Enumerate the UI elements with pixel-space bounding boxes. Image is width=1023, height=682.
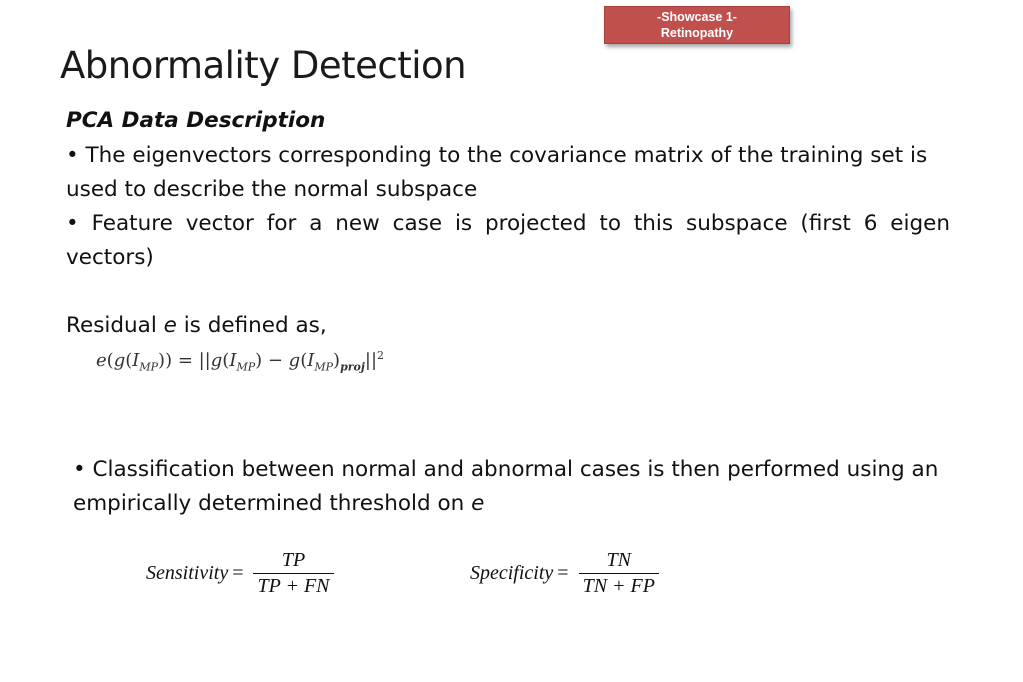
sensitivity-denominator: TP + FN (253, 573, 333, 598)
badge-line-2: Retinopathy (660, 26, 734, 40)
slide-title: Abnormality Detection (60, 44, 467, 87)
section-subtitle: PCA Data Description (66, 108, 326, 133)
specificity-denominator: TN + FP (579, 573, 659, 598)
bullet-classification (73, 453, 973, 521)
specificity-equals: = (557, 562, 569, 584)
specificity-label: Specificity (470, 562, 554, 584)
residual-prefix: Residual (66, 313, 164, 338)
residual-formula: $e(g(I_{MP})) = ||g(I_{MP}) - g(I_{MP})_{proj}||^2$ (96, 349, 385, 374)
showcase-badge (604, 6, 790, 44)
specificity-formula (470, 549, 659, 598)
bullet-feature-vector: • Feature vector for a new case is projected to this subspace (first 6 eigen vectors) (66, 211, 950, 270)
badge-line-1: -Showcase 1- (657, 10, 737, 24)
sensitivity-formula (146, 549, 334, 598)
bullet-eigenvectors: • The eigenvectors corresponding to the covariance matrix of the training set is used to describe the normal subspace (66, 143, 928, 202)
specificity-fraction (579, 549, 659, 598)
classification-variable: e (471, 491, 485, 516)
sensitivity-equals: = (232, 562, 244, 584)
specificity-numerator: TN (606, 549, 632, 571)
sensitivity-fraction (253, 549, 333, 598)
residual-definition (66, 309, 950, 343)
sensitivity-numerator: TP (281, 549, 306, 571)
residual-suffix: is defined as, (176, 313, 327, 338)
classification-text: • Classification between normal and abnormal cases is then performed using an empirically determined threshold on (73, 457, 939, 516)
sensitivity-label: Sensitivity (146, 562, 229, 584)
residual-variable: e (163, 313, 177, 338)
